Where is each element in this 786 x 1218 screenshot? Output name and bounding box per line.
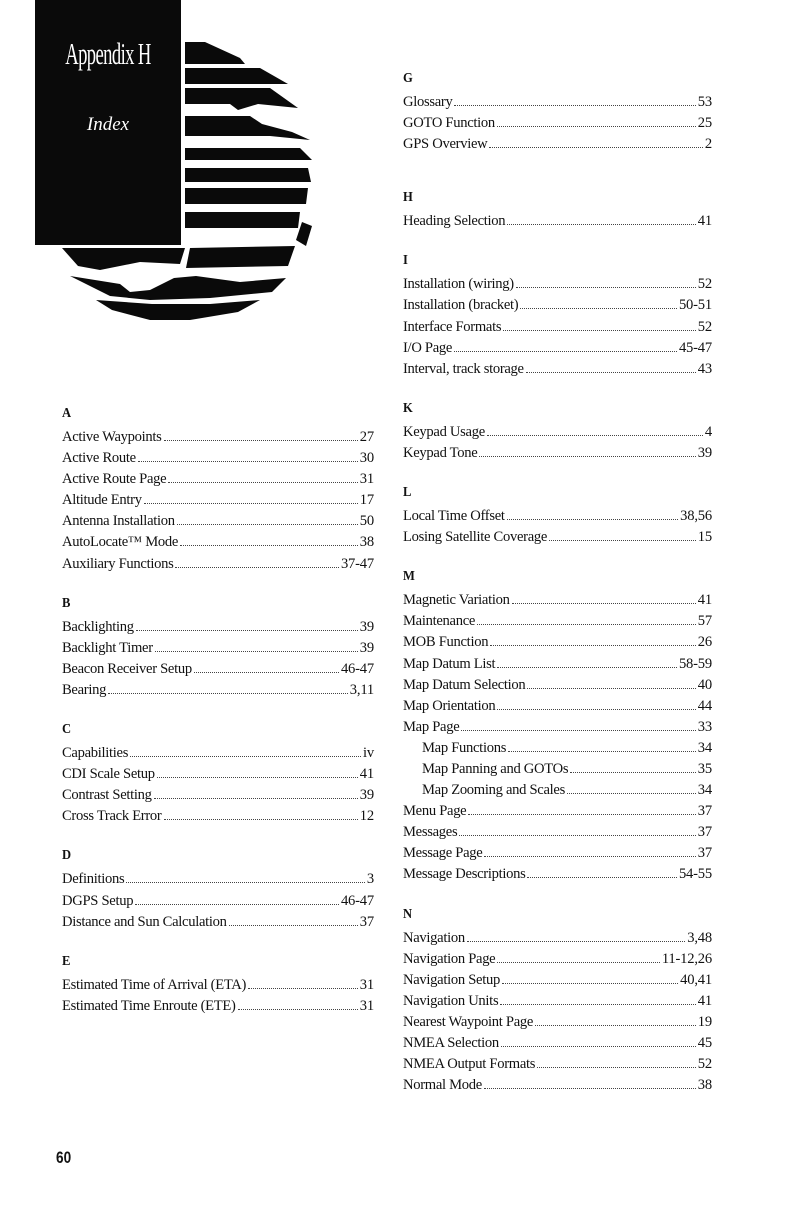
entry-term: Normal Mode bbox=[403, 1077, 482, 1094]
entry-pages: 4 bbox=[704, 423, 712, 440]
section-letter: N bbox=[403, 906, 413, 922]
entry-term: Keypad Usage bbox=[403, 423, 485, 440]
entry-pages: 35 bbox=[697, 760, 712, 777]
index-entry bbox=[62, 743, 374, 764]
index-section-c bbox=[62, 721, 374, 827]
entry-term: Magnetic Variation bbox=[403, 592, 510, 609]
entry-pages: 41 bbox=[697, 992, 712, 1009]
entry-term: CDI Scale Setup bbox=[62, 766, 155, 783]
entry-pages: 40,41 bbox=[680, 971, 712, 988]
entry-pages: 41 bbox=[359, 766, 374, 783]
dot-leader bbox=[570, 771, 696, 773]
index-entry bbox=[403, 654, 712, 675]
index-entry bbox=[62, 891, 374, 912]
entry-term: Interface Formats bbox=[403, 318, 502, 335]
entry-pages: 3,11 bbox=[349, 681, 374, 698]
entry-term: Backlighting bbox=[62, 618, 134, 635]
index-entry bbox=[403, 211, 712, 232]
index-entry bbox=[62, 427, 374, 448]
entry-pages: 12 bbox=[359, 808, 374, 825]
dot-leader bbox=[136, 629, 358, 631]
entry-pages: 31 bbox=[359, 471, 374, 488]
entry-term: I/O Page bbox=[403, 339, 453, 356]
entry-term: MOB Function bbox=[403, 634, 489, 651]
entry-term: Map Orientation bbox=[403, 697, 496, 714]
index-entry bbox=[403, 822, 712, 843]
entry-pages: 57 bbox=[697, 613, 712, 630]
entry-pages: 52 bbox=[697, 276, 712, 293]
entry-pages: 37 bbox=[697, 845, 712, 862]
entry-pages: 33 bbox=[697, 718, 712, 735]
dot-leader bbox=[144, 502, 358, 504]
index-entry bbox=[403, 443, 712, 464]
entry-pages: 38,56 bbox=[680, 508, 712, 525]
index-entry bbox=[403, 317, 712, 338]
entry-pages: 46-47 bbox=[340, 892, 374, 909]
entry-term: Messages bbox=[403, 824, 458, 841]
dot-leader bbox=[507, 518, 679, 520]
entry-term: GOTO Function bbox=[403, 115, 495, 132]
dot-leader bbox=[527, 687, 695, 689]
entry-term: Heading Selection bbox=[403, 213, 506, 230]
entry-term: Navigation Units bbox=[403, 992, 499, 1009]
entry-pages: 34 bbox=[697, 782, 712, 799]
dot-leader bbox=[155, 650, 358, 652]
dot-leader bbox=[154, 797, 358, 799]
index-entry bbox=[403, 738, 712, 759]
entry-pages: 37-47 bbox=[340, 555, 374, 572]
entry-term: Active Route Page bbox=[62, 471, 167, 488]
entry-term: Backlight Timer bbox=[62, 639, 153, 656]
dot-leader bbox=[527, 876, 676, 878]
dot-leader bbox=[503, 329, 696, 331]
entry-term: NMEA Output Formats bbox=[403, 1056, 536, 1073]
entry-pages: 31 bbox=[359, 976, 374, 993]
section-letter: L bbox=[403, 485, 412, 501]
entry-pages: 45 bbox=[697, 1035, 712, 1051]
entry-pages: 11-12,26 bbox=[661, 950, 712, 967]
dot-leader bbox=[238, 1008, 358, 1010]
dot-leader bbox=[177, 523, 358, 525]
dot-leader bbox=[461, 729, 695, 731]
entry-term: AutoLocate™ Mode bbox=[62, 534, 179, 551]
index-entry bbox=[403, 928, 712, 949]
dot-leader bbox=[454, 350, 677, 352]
index-entry bbox=[403, 134, 712, 155]
dot-leader bbox=[135, 903, 339, 905]
entry-pages: 25 bbox=[697, 115, 712, 132]
entry-term: Menu Page bbox=[403, 803, 467, 820]
index-entry bbox=[403, 759, 712, 780]
entry-pages: 3 bbox=[366, 871, 374, 888]
entry-term: Altitude Entry bbox=[62, 492, 142, 509]
entry-pages: 50-51 bbox=[678, 297, 712, 314]
dot-leader bbox=[497, 125, 696, 127]
dot-leader bbox=[168, 481, 357, 483]
entry-pages: 44 bbox=[697, 697, 712, 714]
index-entry bbox=[403, 295, 712, 316]
index-entry bbox=[403, 780, 712, 801]
section-letter: K bbox=[403, 400, 413, 416]
entry-pages: 27 bbox=[359, 429, 374, 445]
entry-term: Interval, track storage bbox=[403, 360, 524, 377]
index-column-right bbox=[403, 70, 712, 1096]
dot-leader bbox=[502, 982, 678, 984]
dot-leader bbox=[479, 455, 695, 457]
entry-term: Cross Track Error bbox=[62, 808, 162, 825]
index-entry bbox=[403, 675, 712, 696]
index-entry bbox=[403, 92, 712, 113]
dot-leader bbox=[180, 544, 358, 546]
section-letter: D bbox=[62, 848, 72, 864]
index-entry bbox=[403, 991, 712, 1012]
index-section-a bbox=[62, 405, 374, 575]
entry-pages: 38 bbox=[359, 534, 374, 551]
index-entry bbox=[62, 659, 374, 680]
section-letter: C bbox=[62, 722, 72, 738]
dot-leader bbox=[549, 539, 696, 541]
entry-term: Map Functions bbox=[422, 739, 507, 756]
dot-leader bbox=[484, 855, 695, 857]
section-letter: H bbox=[403, 190, 413, 206]
dot-leader bbox=[157, 776, 358, 778]
section-letter: E bbox=[62, 953, 71, 969]
index-entry bbox=[403, 1054, 712, 1075]
index-entry bbox=[403, 1033, 712, 1054]
entry-term: Message Page bbox=[403, 845, 483, 862]
section-letter: M bbox=[403, 569, 415, 585]
index-entry bbox=[62, 532, 374, 553]
entry-pages: 43 bbox=[697, 360, 712, 377]
entry-term: Estimated Time Enroute (ETE) bbox=[62, 997, 236, 1014]
dot-leader bbox=[497, 666, 677, 668]
entry-pages: 46-47 bbox=[340, 660, 374, 677]
dot-leader bbox=[567, 792, 696, 794]
entry-term: Contrast Setting bbox=[62, 787, 152, 804]
index-entry bbox=[403, 590, 712, 611]
dot-leader bbox=[489, 146, 703, 148]
dot-leader bbox=[454, 104, 695, 106]
entry-pages: 37 bbox=[359, 913, 374, 930]
section-letter: I bbox=[403, 253, 408, 269]
index-entry bbox=[403, 717, 712, 738]
dot-leader bbox=[490, 644, 696, 646]
dot-leader bbox=[501, 1045, 696, 1047]
dot-leader bbox=[487, 434, 703, 436]
index-entry bbox=[403, 801, 712, 822]
index-entry bbox=[403, 949, 712, 970]
dot-leader bbox=[164, 818, 358, 820]
entry-pages: 30 bbox=[359, 450, 374, 467]
entry-term: Losing Satellite Coverage bbox=[403, 529, 548, 546]
entry-pages: 37 bbox=[697, 824, 712, 841]
section-letter: A bbox=[62, 406, 72, 421]
index-section-h bbox=[403, 189, 712, 232]
index-entry bbox=[403, 527, 712, 548]
appendix-tab bbox=[35, 0, 181, 245]
entry-pages: 15 bbox=[697, 529, 712, 546]
index-section-i bbox=[403, 252, 712, 379]
index-entry bbox=[403, 113, 712, 134]
index-entry bbox=[62, 806, 374, 827]
entry-pages: 50 bbox=[359, 513, 374, 530]
index-entry bbox=[403, 274, 712, 295]
entry-pages: 41 bbox=[697, 592, 712, 609]
dot-leader bbox=[138, 460, 358, 462]
entry-pages: 39 bbox=[359, 618, 374, 635]
page-number: 60 bbox=[56, 1148, 72, 1167]
index-section-m bbox=[403, 568, 712, 885]
entry-pages: 52 bbox=[697, 1056, 712, 1073]
dot-leader bbox=[229, 924, 358, 926]
index-entry bbox=[403, 611, 712, 632]
index-entry bbox=[403, 632, 712, 653]
index-section-k bbox=[403, 400, 712, 464]
entry-pages: 58-59 bbox=[678, 655, 712, 672]
entry-pages: 37 bbox=[697, 803, 712, 820]
index-entry bbox=[403, 422, 712, 443]
entry-term: Navigation bbox=[403, 929, 465, 946]
entry-term: Glossary bbox=[403, 94, 453, 110]
entry-term: NMEA Selection bbox=[403, 1035, 499, 1051]
dot-leader bbox=[507, 223, 696, 225]
index-entry bbox=[62, 785, 374, 806]
index-entry bbox=[403, 1012, 712, 1033]
dot-leader bbox=[175, 566, 338, 568]
entry-term: Distance and Sun Calculation bbox=[62, 913, 227, 930]
dot-leader bbox=[126, 881, 365, 883]
section-letter: G bbox=[403, 71, 413, 86]
index-entry bbox=[403, 359, 712, 380]
dot-leader bbox=[508, 750, 696, 752]
index-entry bbox=[62, 469, 374, 490]
entry-pages: 2 bbox=[704, 136, 712, 153]
dot-leader bbox=[467, 940, 685, 942]
entry-term: Capabilities bbox=[62, 745, 129, 762]
entry-term: Local Time Offset bbox=[403, 508, 505, 525]
index-entry bbox=[62, 490, 374, 511]
entry-term: Map Zooming and Scales bbox=[422, 782, 565, 799]
index-entry bbox=[403, 1075, 712, 1096]
entry-term: DGPS Setup bbox=[62, 892, 134, 909]
entry-term: Active Waypoints bbox=[62, 429, 162, 445]
entry-pages: 39 bbox=[359, 787, 374, 804]
index-section-g bbox=[403, 70, 712, 155]
dot-leader bbox=[459, 834, 695, 836]
entry-term: GPS Overview bbox=[403, 136, 488, 153]
dot-leader bbox=[526, 371, 696, 373]
entry-term: Installation (wiring) bbox=[403, 276, 514, 293]
entry-pages: 26 bbox=[697, 634, 712, 651]
entry-pages: 45-47 bbox=[678, 339, 712, 356]
entry-term: Navigation Setup bbox=[403, 971, 500, 988]
entry-term: Beacon Receiver Setup bbox=[62, 660, 192, 677]
entry-pages: 39 bbox=[359, 639, 374, 656]
dot-leader bbox=[535, 1024, 696, 1026]
dot-leader bbox=[537, 1066, 696, 1068]
index-entry bbox=[62, 975, 374, 996]
entry-pages: 52 bbox=[697, 318, 712, 335]
dot-leader bbox=[497, 961, 659, 963]
index-entry bbox=[403, 970, 712, 991]
entry-term: Bearing bbox=[62, 681, 107, 698]
appendix-title: Appendix H bbox=[65, 36, 151, 71]
entry-pages: 41 bbox=[697, 213, 712, 230]
dot-leader bbox=[130, 755, 361, 757]
index-section-n bbox=[403, 906, 712, 1097]
dot-leader bbox=[164, 439, 358, 441]
entry-pages: 53 bbox=[697, 94, 712, 110]
index-entry bbox=[403, 696, 712, 717]
entry-term: Active Route bbox=[62, 450, 136, 467]
dot-leader bbox=[516, 286, 696, 288]
entry-pages: 19 bbox=[697, 1013, 712, 1030]
entry-pages: 17 bbox=[359, 492, 374, 509]
entry-term: Antenna Installation bbox=[62, 513, 175, 530]
dot-leader bbox=[500, 1003, 695, 1005]
index-entry bbox=[403, 843, 712, 864]
dot-leader bbox=[484, 1087, 696, 1089]
entry-pages: 38 bbox=[697, 1077, 712, 1094]
index-entry bbox=[62, 617, 374, 638]
entry-term: Map Panning and GOTOs bbox=[422, 760, 569, 777]
index-entry bbox=[403, 338, 712, 359]
index-entry bbox=[62, 638, 374, 659]
entry-term: Message Descriptions bbox=[403, 866, 526, 883]
entry-pages: iv bbox=[363, 745, 374, 762]
entry-term: Installation (bracket) bbox=[403, 297, 519, 314]
index-entry bbox=[403, 506, 712, 527]
index-entry bbox=[403, 864, 712, 885]
dot-leader bbox=[520, 307, 677, 309]
entry-term: Navigation Page bbox=[403, 950, 496, 967]
dot-leader bbox=[194, 671, 339, 673]
index-column-left bbox=[62, 405, 374, 1017]
entry-term: Keypad Tone bbox=[403, 444, 478, 461]
entry-term: Nearest Waypoint Page bbox=[403, 1013, 534, 1030]
entry-term: Auxiliary Functions bbox=[62, 555, 174, 572]
entry-term: Maintenance bbox=[403, 613, 476, 630]
index-entry bbox=[62, 996, 374, 1017]
index-entry bbox=[62, 554, 374, 575]
dot-leader bbox=[512, 602, 696, 604]
dot-leader bbox=[477, 623, 696, 625]
dot-leader bbox=[248, 987, 358, 989]
index-section-b bbox=[62, 595, 374, 701]
entry-pages: 54-55 bbox=[678, 866, 712, 883]
index-entry bbox=[62, 680, 374, 701]
entry-term: Map Datum Selection bbox=[403, 676, 526, 693]
entry-pages: 3,48 bbox=[687, 929, 712, 946]
dot-leader bbox=[497, 708, 695, 710]
dot-leader bbox=[468, 813, 695, 815]
entry-pages: 34 bbox=[697, 739, 712, 756]
index-section-d bbox=[62, 847, 374, 932]
index-entry bbox=[62, 869, 374, 890]
index-entry bbox=[62, 448, 374, 469]
dot-leader bbox=[108, 692, 348, 694]
section-letter: B bbox=[62, 595, 71, 611]
entry-pages: 40 bbox=[697, 676, 712, 693]
entry-term: Map Page bbox=[403, 718, 460, 735]
entry-term: Estimated Time of Arrival (ETA) bbox=[62, 976, 247, 993]
entry-pages: 31 bbox=[359, 997, 374, 1014]
index-section-l bbox=[403, 484, 712, 548]
index-subtitle: Index bbox=[86, 114, 130, 135]
entry-term: Definitions bbox=[62, 871, 125, 888]
index-entry bbox=[62, 511, 374, 532]
entry-pages: 39 bbox=[697, 444, 712, 461]
index-section-e bbox=[62, 953, 374, 1017]
index-entry bbox=[62, 912, 374, 933]
entry-term: Map Datum List bbox=[403, 655, 496, 672]
index-entry bbox=[62, 764, 374, 785]
